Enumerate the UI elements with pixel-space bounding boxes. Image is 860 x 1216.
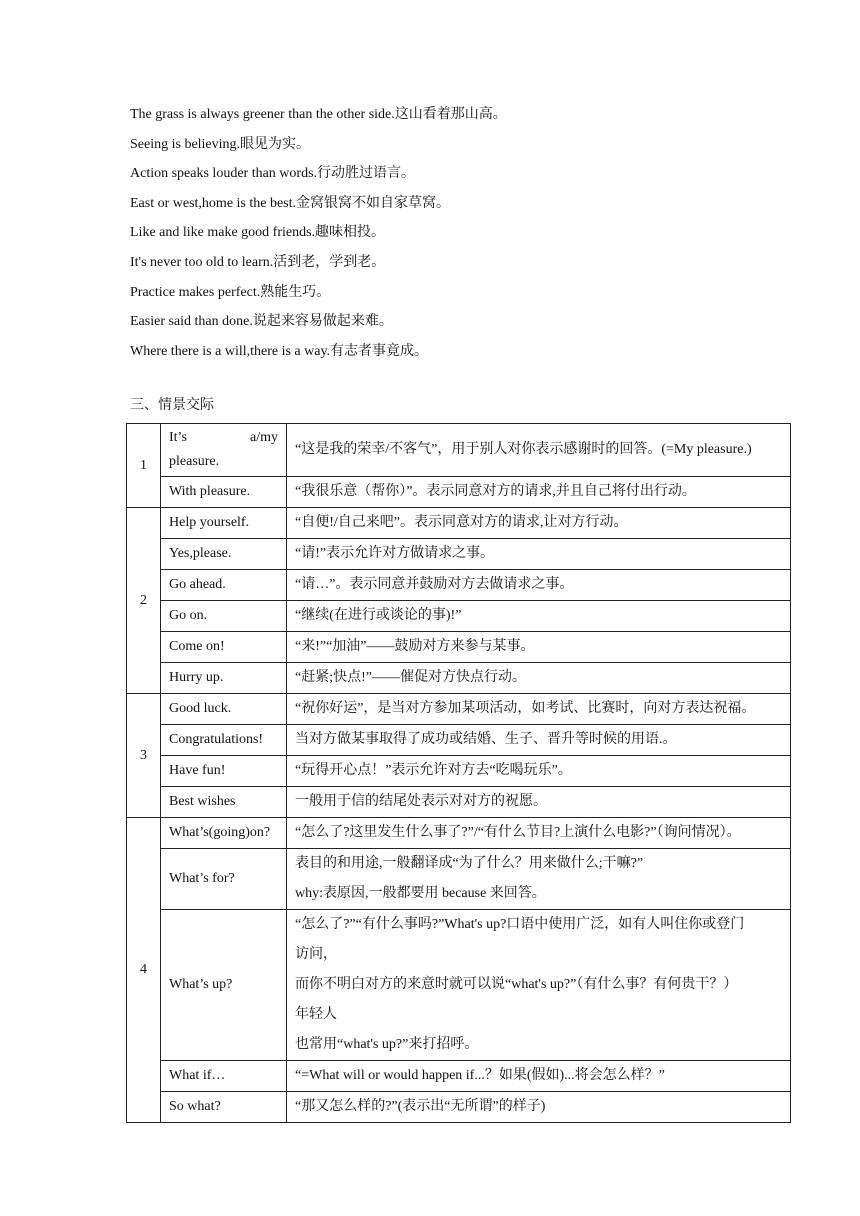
phrase-cell: So what?: [161, 1092, 287, 1123]
meaning-line: 访问，: [295, 947, 337, 962]
table-row: [127, 424, 791, 477]
meaning-cell: “自便!/自己来吧”。表示同意对方的请求,让对方行动。: [287, 508, 791, 539]
phrase-cell: Congratulations!: [161, 725, 287, 756]
meaning-cell: “继续(在进行或谈论的事)!”: [287, 601, 791, 632]
table-row: [127, 725, 791, 756]
meaning-cell: “来!”“加油”——鼓励对方来参与某事。: [287, 632, 791, 663]
table-row: [127, 570, 791, 601]
proverb-list: [130, 100, 790, 366]
table-row: [127, 1092, 791, 1123]
meaning-cell: 一般用于信的结尾处表示对对方的祝愿。: [287, 787, 791, 818]
table-row: [127, 756, 791, 787]
table-row: [127, 663, 791, 694]
phrase-cell: Come on!: [161, 632, 287, 663]
meaning-line: 而你不明白对方的来意时就可以说“what's up?”（有什么事？有何贵干？）: [295, 977, 738, 992]
table-row: [127, 787, 791, 818]
meaning-cell: “我很乐意（帮你）”。表示同意对方的请求,并且自己将付出行动。: [287, 477, 791, 508]
phrase-cell: Go on.: [161, 601, 287, 632]
meaning-cell: “玩得开心点！”表示允许对方去“吃喝玩乐”。: [287, 756, 791, 787]
meaning-line: 年轻人: [295, 1007, 337, 1022]
proverb-line: Action speaks louder than words.行动胜过语言。: [130, 166, 416, 182]
proverb-line: It's never too old to learn.活到老，学到老。: [130, 254, 386, 270]
phrase-word: a/my: [250, 430, 278, 445]
meaning-line: 表目的和用途,一般翻译成“为了什么？用来做什么;干嘛?”: [295, 856, 644, 871]
meaning-cell: [287, 910, 791, 1061]
proverb-line: The grass is always greener than the other side.这山看着那山高。: [130, 107, 507, 122]
phrase-line: [169, 426, 278, 450]
phrase-cell: Have fun!: [161, 756, 287, 787]
phrase-cell: What’s(going)on?: [161, 818, 287, 849]
proverb-line: Where there is a will,there is a way.有志者事竟成。: [130, 343, 429, 359]
group-number: 3: [127, 694, 161, 818]
meaning-cell: “=What will or would happen if...？如果(假如)...将会怎么样？”: [287, 1061, 791, 1092]
section-title: 三、情景交际: [130, 398, 214, 413]
table-row: [127, 818, 791, 849]
phrase-cell: What if…: [161, 1061, 287, 1092]
meaning-line: 也常用“what's up?”来打招呼。: [295, 1037, 479, 1052]
meaning-cell: “那又怎么样的?”(表示出“无所谓”的样子): [287, 1092, 791, 1123]
meaning-line: “怎么了?”“有什么事吗?”What's up?口语中使用广泛，如有人叫住你或登门: [295, 917, 745, 932]
phrase-cell: Yes,please.: [161, 539, 287, 570]
meaning-cell: “这是我的荣幸/不客气”，用于别人对你表示感谢时的回答。(=My pleasure.): [287, 424, 791, 477]
proverb-line: Seeing is believing.眼见为实。: [130, 136, 311, 152]
meaning-cell: [287, 849, 791, 910]
phrase-cell: Best wishes: [161, 787, 287, 818]
meaning-cell: “请!”表示允许对方做请求之事。: [287, 539, 791, 570]
phrase-cell: Help yourself.: [161, 508, 287, 539]
meaning-cell: “怎么了?这里发生什么事了?”/“有什么节目?上演什么电影?”（询问情况）。: [287, 818, 791, 849]
meaning-cell: “祝你好运”，是当对方参加某项活动，如考试、比赛时，向对方表达祝福。: [287, 694, 791, 725]
group-number: 1: [127, 424, 161, 508]
table-row: [127, 849, 791, 910]
proverb-line: Easier said than done.说起来容易做起来难。: [130, 314, 393, 330]
table-row: [127, 601, 791, 632]
phrase-cell: [161, 424, 287, 477]
meaning-cell: “赶紧;快点!”——催促对方快点行动。: [287, 663, 791, 694]
phrase-line: pleasure.: [169, 454, 220, 469]
phrase-cell: Go ahead.: [161, 570, 287, 601]
phrase-cell: What’s up?: [161, 910, 287, 1061]
situational-dialogue-table: [126, 423, 791, 1123]
group-number: 2: [127, 508, 161, 694]
table-row: [127, 694, 791, 725]
table-row: [127, 539, 791, 570]
phrase-word: It’s: [169, 430, 187, 445]
meaning-line: why:表原因,一般都要用 because 来回答。: [295, 886, 546, 901]
meaning-cell: 当对方做某事取得了成功或结婚、生子、晋升等时候的用语.。: [287, 725, 791, 756]
proverb-line: Like and like make good friends.趣味相投。: [130, 225, 386, 241]
table-row: [127, 910, 791, 1061]
group-number: 4: [127, 818, 161, 1123]
table-row: [127, 477, 791, 508]
proverb-line: Practice makes perfect.熟能生巧。: [130, 284, 331, 300]
table-row: [127, 632, 791, 663]
proverb-line: East or west,home is the best.金窝银窝不如自家草窝。: [130, 195, 451, 211]
phrase-cell: What’s for?: [161, 849, 287, 910]
table-row: [127, 1061, 791, 1092]
phrase-cell: With pleasure.: [161, 477, 287, 508]
phrase-cell: Hurry up.: [161, 663, 287, 694]
table-row: [127, 508, 791, 539]
meaning-cell: “请…”。表示同意并鼓励对方去做请求之事。: [287, 570, 791, 601]
phrase-cell: Good luck.: [161, 694, 287, 725]
